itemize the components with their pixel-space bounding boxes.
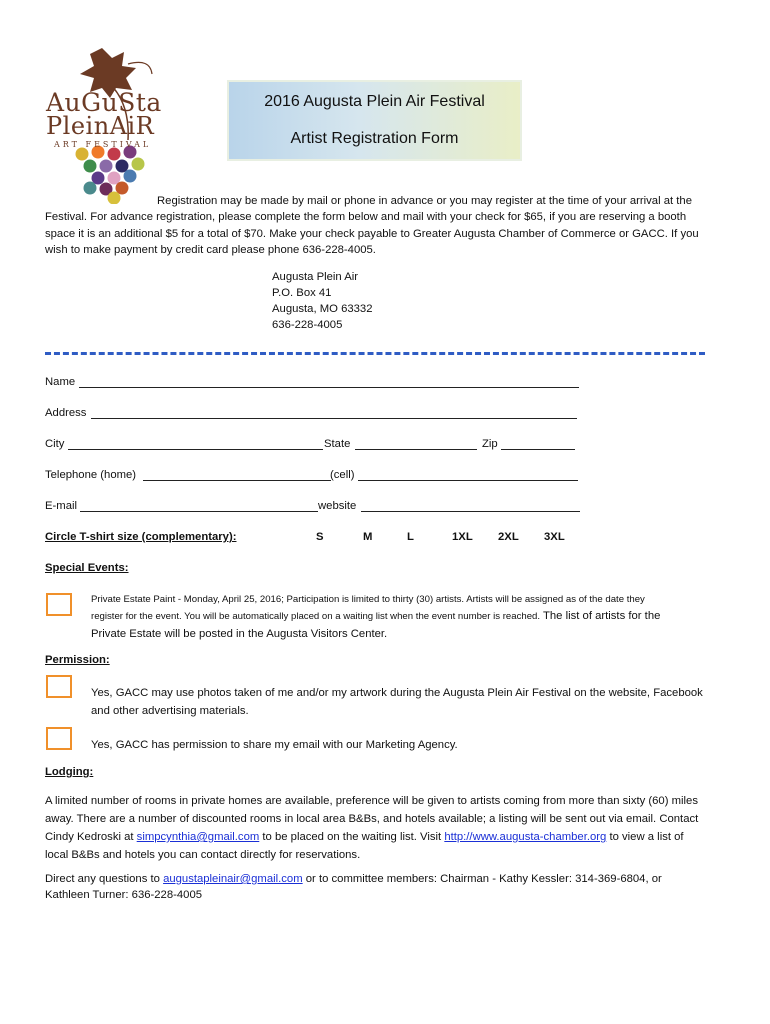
lodging-text: to view a list of [606,831,684,843]
chamber-website-link[interactable]: http://www.augusta-chamber.org [444,831,607,843]
intro-line: Registration may be made by mail or phone in advance or you may register at the time of your arrival at the [157,195,692,207]
photo-permission-checkbox[interactable] [46,675,72,698]
tshirt-size-3xl[interactable]: 3XL [544,531,565,543]
grape-dot [108,148,121,161]
lodging-text: Cindy Kedroski at [45,831,137,843]
mailing-address [272,269,372,333]
private-estate-line: Private Estate will be posted in the Augusta Visitors Center. [91,628,388,640]
telephone-home-label: Telephone (home) [45,469,137,481]
form-title: Artist Registration Form [290,130,459,147]
email-field[interactable] [80,511,318,512]
email-label: E-mail [45,500,78,512]
grape-dot [132,158,145,171]
city-field[interactable] [68,449,323,450]
lodging-heading: Lodging: [45,766,94,778]
tshirt-size-m[interactable]: M [363,531,373,543]
private-estate-line: The list of artists for the [542,610,661,622]
festival-email-link[interactable]: augustapleinair@gmail.com [163,873,303,885]
website-label: website [318,500,357,512]
website-field[interactable] [361,511,580,512]
lodging-line [45,828,698,846]
festival-logo [40,44,170,204]
questions-line [45,871,662,887]
intro-line: space it is an additional $5 for a total of $70. Make your check payable to Greater Augusta Chamber of Commerce or GACC. If you [45,227,699,240]
address-line: Augusta Plein Air [272,271,359,283]
intro-paragraph [45,193,725,259]
private-estate-checkbox[interactable] [46,593,72,616]
tshirt-size-2xl[interactable]: 2XL [498,531,519,543]
photo-permission-line: Yes, GACC may use photos taken of me and/or my artwork during the Augusta Plein Air Festival on the website, Facebook [91,687,703,699]
address-line: Augusta, MO 63332 [272,303,373,315]
lodging-text: to be placed on the waiting list. Visit [259,831,445,843]
grape-dot [100,160,113,173]
permission-heading: Permission: [45,654,110,666]
tshirt-size-1xl[interactable]: 1XL [452,531,473,543]
dashed-divider [45,352,705,355]
title-box [229,82,520,159]
logo-word-augusta: AuGuSta [46,88,162,117]
private-estate-text [91,591,731,643]
cell-label: (cell) [330,469,355,481]
photo-permission-text [91,684,703,720]
zip-label: Zip [482,438,498,450]
email-share-checkbox[interactable] [46,727,72,750]
address-line: P.O. Box 41 [272,287,332,299]
intro-line: Festival. For advance registration, please complete the form below and mail with your check for $65, if you are reserving a booth [45,211,687,224]
name-field[interactable] [79,387,579,388]
email-share-text: Yes, GACC has permission to share my email with our Marketing Agency. [91,739,458,751]
questions-paragraph [45,871,662,903]
lodging-line: away. There are a number of discounted rooms in local area B&Bs, and hotels available; a listing will be sent out via email. Contact [45,813,699,825]
state-field[interactable] [355,449,477,450]
cindy-email-link[interactable]: simpcynthia@gmail.com [136,831,260,843]
grape-dot [124,170,137,183]
questions-text: or to committee members: Chairman - Kathy Kessler: 314-369-6804, or [302,873,662,885]
lodging-line: local B&Bs and hotels you can contact directly for reservations. [45,849,361,861]
grape-dot [84,160,97,173]
festival-title: 2016 Augusta Plein Air Festival [264,93,485,110]
questions-text: Direct any questions to [45,873,164,885]
tshirt-size-label: Circle T-shirt size (complementary): [45,531,237,543]
city-label: City [45,438,65,450]
tshirt-size-s[interactable]: S [316,531,324,543]
telephone-home-field[interactable] [143,480,331,481]
cell-field[interactable] [358,480,578,481]
lodging-line: A limited number of rooms in private homes are available, preference will be given to artists coming from more than sixty (60) miles [45,795,698,807]
logo-word-pleinair: PleinAiR [46,112,155,140]
lodging-paragraph [45,792,698,864]
tshirt-size-l[interactable]: L [407,531,414,543]
photo-permission-line: and other advertising materials. [91,705,249,717]
special-events-heading: Special Events: [45,562,129,574]
address-label: Address [45,407,87,419]
address-field[interactable] [91,418,577,419]
questions-line: Kathleen Turner: 636-228-4005 [45,889,203,901]
logo-word-art-festival: ART FESTIVAL [54,140,152,149]
zip-field[interactable] [501,449,575,450]
address-line: 636-228-4005 [272,319,343,331]
private-estate-line: Private Estate Paint - Monday, April 25, 2016; Participation is limited to thirty (30) artists. Artists will be assigned as of the date they [91,594,645,605]
intro-line: wish to make payment by credit card please phone 636-228-4005. [45,244,376,257]
private-estate-line: register for the event. You will be automatically placed on a waiting list when the event number is reached. [91,611,541,622]
grape-dot [76,148,89,161]
name-label: Name [45,376,76,388]
state-label: State [324,438,351,450]
